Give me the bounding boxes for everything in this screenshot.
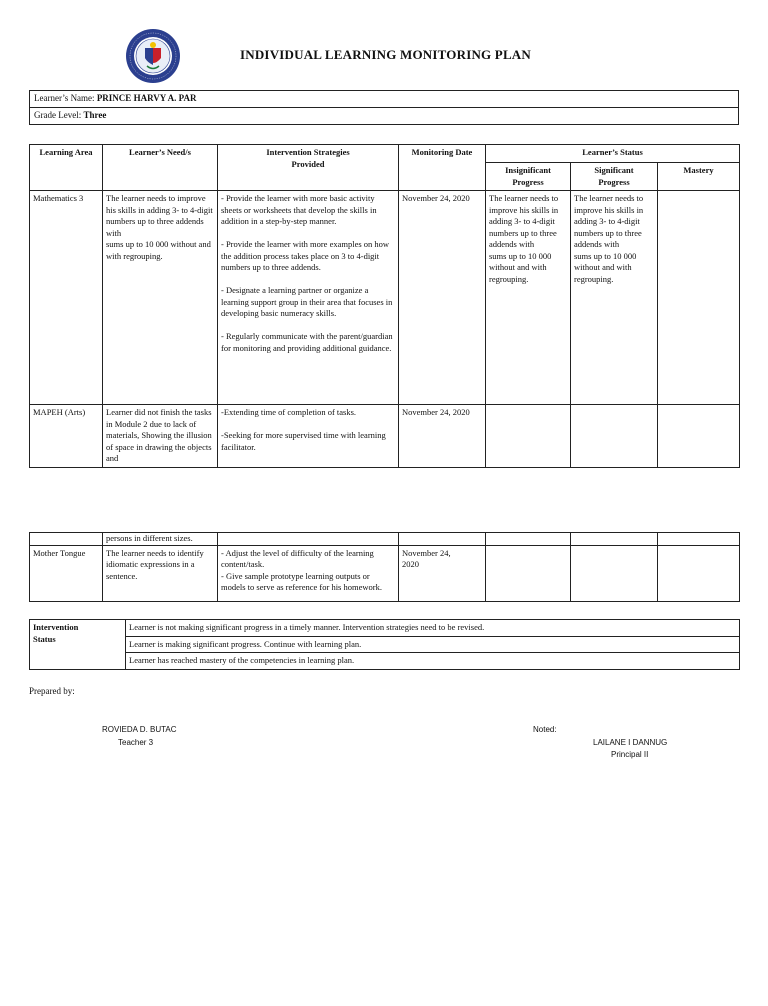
row-needs: The learner needs to improve his skills in adding 3- to 4-digit numbers up to three addends with sums up to 10 000 without and with regrouping.: [103, 191, 218, 405]
table-row: [30, 191, 740, 405]
row-mastery: [658, 533, 740, 546]
status-item: Learner is making significant progress. Continue with learning plan.: [126, 636, 740, 653]
learner-info-table: [29, 90, 739, 125]
deped-seal-logo: [125, 28, 181, 84]
status-item: Learner has reached mastery of the competencies in learning plan.: [126, 653, 740, 670]
grade-level-label: Grade Level:: [34, 110, 82, 120]
row-mastery: [658, 191, 740, 405]
learner-name-value: PRINCE HARVY A. PAR: [96, 93, 197, 103]
row-area: Mother Tongue: [30, 545, 103, 601]
header-significant-progress: Significant Progress: [571, 163, 658, 191]
row-strategies: [218, 533, 399, 546]
header-insignificant-progress: Insignificant Progress: [486, 163, 571, 191]
grade-level-value: Three: [83, 110, 107, 120]
table-row: [30, 533, 740, 546]
row-strategies: - Provide the learner with more basic activity sheets or worksheets that develop the skills in addition in a step-by-step manner. - Provide the learner with more examples on how the addition process takes place on 3 to 4-digit numbers up to three addends. - Designate a learning partner or organize a learning support group in their area that focuses in developing basic numeracy skills. - Regularly communicate with the parent/guardian for monitoring and providing additional guidance.: [218, 191, 399, 405]
header-mastery: Mastery: [658, 163, 740, 191]
row-date: [399, 533, 486, 546]
learner-name-label: Learner’s Name:: [34, 93, 95, 103]
row-significant: The learner needs to improve his skills in adding 3- to 4-digit numbers up to three addends with sums up to 10 000 without and with regrouping.: [571, 191, 658, 405]
header-strategies: Intervention Strategies Provided: [218, 145, 399, 191]
principal-name: LAILANE I DANNUG: [593, 738, 668, 747]
status-item: Learner is not making significant progress in a timely manner. Intervention strategies need to be revised.: [126, 620, 740, 637]
row-area: Mathematics 3: [30, 191, 103, 405]
noted-label: Noted:: [533, 725, 557, 734]
row-insignificant: [486, 533, 571, 546]
table-row: [30, 545, 740, 601]
header-learners-status: Learner’s Status: [486, 145, 740, 163]
row-area: MAPEH (Arts): [30, 405, 103, 468]
row-insignificant: [486, 545, 571, 601]
learner-name-cell: [30, 91, 739, 108]
row-insignificant: The learner needs to improve his skills in adding 3- to 4-digit numbers up to three addends with sums up to 10 000 without and with regrouping.: [486, 191, 571, 405]
table-row: [30, 405, 740, 468]
grade-level-cell: [30, 108, 739, 125]
header-monitoring-date: Monitoring Date: [399, 145, 486, 191]
teacher-name: ROVIEDA D. BUTAC: [102, 725, 177, 734]
row-strategies: - Adjust the level of difficulty of the learning content/task. - Give sample prototype learning outputs or models to serve as reference for his homework.: [218, 545, 399, 601]
row-needs: The learner needs to identify idiomatic expressions in a sentence.: [103, 545, 218, 601]
row-mastery: [658, 545, 740, 601]
header-needs: Learner’s Need/s: [103, 145, 218, 191]
row-needs-continued: persons in different sizes.: [103, 533, 218, 546]
prepared-by-label: Prepared by:: [29, 686, 75, 696]
row-date: November 24, 2020: [399, 191, 486, 405]
row-significant: [571, 405, 658, 468]
row-needs: Learner did not finish the tasks in Module 2 due to lack of materials, Showing the illusion of space in drawing the objects and: [103, 405, 218, 468]
row-strategies: -Extending time of completion of tasks. -Seeking for more supervised time with learning facilitator.: [218, 405, 399, 468]
header-learning-area: Learning Area: [30, 145, 103, 191]
monitoring-table-continued: [29, 532, 740, 602]
row-significant: [571, 545, 658, 601]
row-mastery: [658, 405, 740, 468]
intervention-status-table: [29, 619, 740, 670]
row-significant: [571, 533, 658, 546]
monitoring-table: [29, 144, 740, 468]
teacher-title: Teacher 3: [118, 738, 154, 747]
row-date: November 24, 2020: [399, 405, 486, 468]
row-area: [30, 533, 103, 546]
row-date: November 24, 2020: [399, 545, 486, 601]
intervention-status-label: Intervention Status: [30, 620, 126, 670]
document-title: INDIVIDUAL LEARNING MONITORING PLAN: [240, 47, 531, 62]
principal-title: Principal II: [611, 750, 649, 759]
row-insignificant: [486, 405, 571, 468]
